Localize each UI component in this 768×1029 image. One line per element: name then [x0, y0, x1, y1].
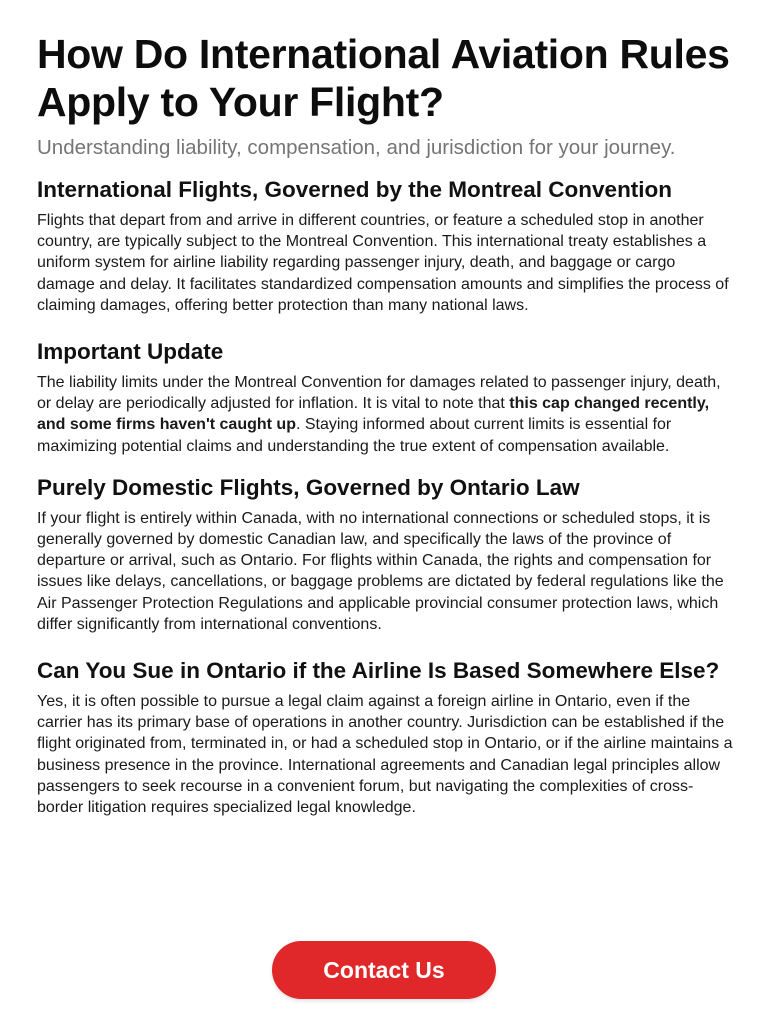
section-important-update: [37, 338, 736, 457]
body-text: . Staying informed about current limits is essential for maximizing potential claims and understanding the true extent of compensation available.: [37, 416, 672, 455]
body-text: The liability limits under the Montreal Convention for damages related to passenger injury, death, or delay are periodically adjusted for inflation. It is vital to note that: [37, 374, 721, 413]
section-body: If your flight is entirely within Canada, with no international connections or scheduled stops, it is generally governed by domestic Canadian law, and specifically the laws of the province of departure or arrival, such as Ontario. For flights within Canada, the rights and compensation for issues like delays, cancellations, or baggage problems are dictated by federal regulations like the Air Passenger Protection Regulations and applicable provincial consumer protection laws, which differ significantly from international conventions.: [37, 509, 724, 633]
section-heading: Can You Sue in Ontario if the Airline Is Based Somewhere Else?: [37, 658, 720, 684]
cta-container: [0, 941, 768, 999]
section-international-flights: [37, 176, 736, 316]
emphasis-text: this cap changed recently, and some firms haven't caught up: [37, 395, 710, 434]
section-domestic-flights: [37, 474, 736, 635]
section-body: [37, 372, 736, 457]
section-body: Flights that depart from and arrive in different countries, or feature a scheduled stop in another country, are typically subject to the Montreal Convention. This international treaty establishes a uniform system for airline liability regarding passenger injury, death, and baggage or cargo damage and delay. It facilitates standardized compensation amounts and simplifies the process of claiming damages, offering better protection than many national laws.: [37, 212, 729, 314]
section-heading: Important Update: [37, 339, 224, 365]
contact-us-button[interactable]: Contact Us: [272, 941, 496, 999]
section-jurisdiction: [37, 657, 736, 818]
page-title: How Do International Aviation Rules Apply to Your Flight?: [37, 31, 730, 125]
page-subtitle: Understanding liability, compensation, and jurisdiction for your journey.: [37, 136, 676, 159]
section-heading: International Flights, Governed by the Montreal Convention: [37, 177, 673, 202]
section-heading: Purely Domestic Flights, Governed by Ontario Law: [37, 474, 580, 500]
section-body: Yes, it is often possible to pursue a legal claim against a foreign airline in Ontario, even if the carrier has its primary base of operations in another country. Jurisdiction can be established if the flight originated from, terminated in, or had a scheduled stop in Ontario, or if the airline maintains a business presence in the province. International agreements and Canadian legal principles allow passengers to seek recourse in a convenient forum, but navigating the complexities of cross-border litigation requires specialized legal knowledge.: [37, 693, 733, 817]
